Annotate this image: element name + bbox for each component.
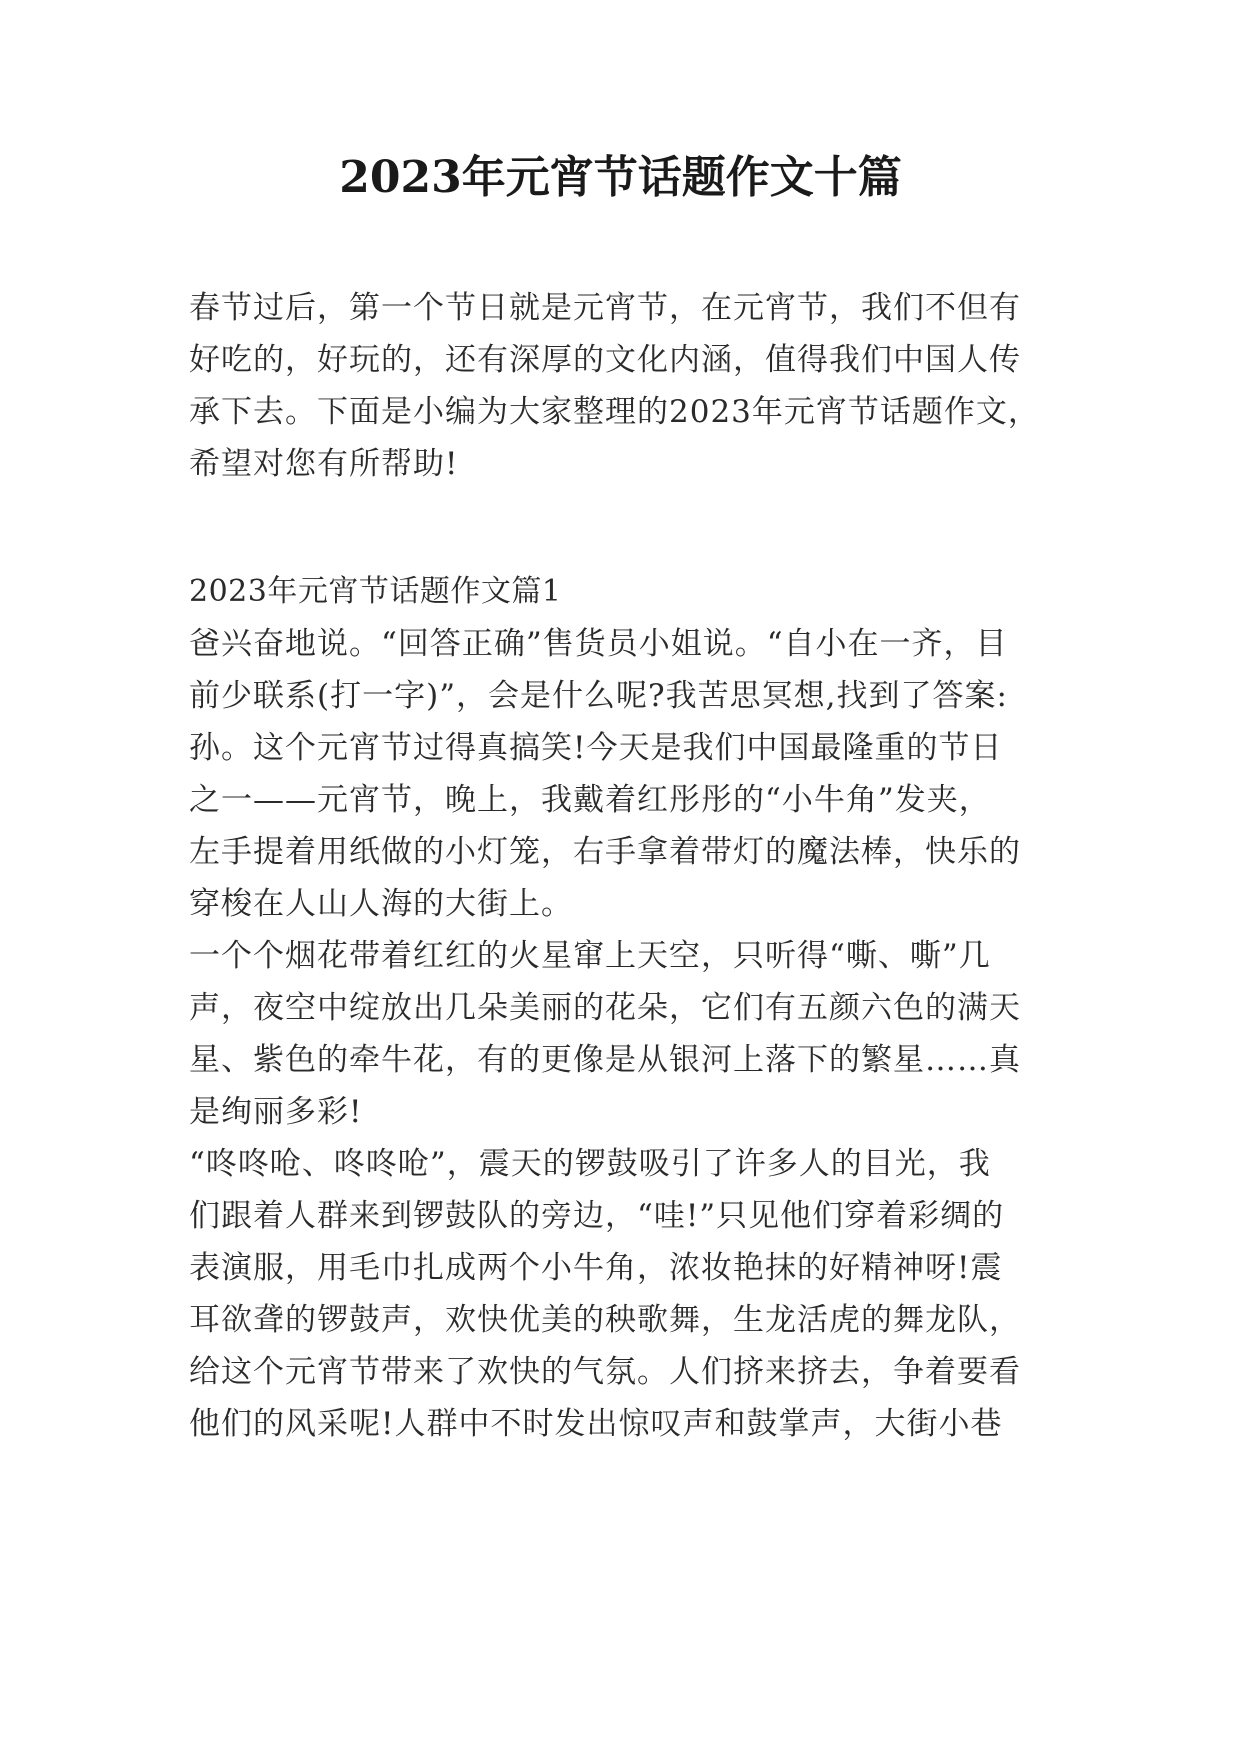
body-line: 是绚丽多彩! [189,1094,363,1130]
body-line: “咚咚呛、咚咚呛”，震天的锣鼓吸引了许多人的目光，我 [189,1146,991,1182]
body-line: 一个个烟花带着红红的火星窜上天空，只听得“嘶、嘶”几 [189,938,991,974]
body-line: 他们的风采呢!人群中不时发出惊叹声和鼓掌声，大街小巷 [189,1406,1003,1442]
intro-line: 春节过后，第一个节日就是元宵节，在元宵节，我们不但有 [189,290,1021,326]
body-line: 前少联系(打一字)”，会是什么呢?我苦思冥想,找到了答案: [189,678,1008,714]
body-line: 表演服，用毛巾扎成两个小牛角，浓妆艳抹的好精神呀!震 [189,1250,1003,1286]
body-line: 耳欲聋的锣鼓声，欢快优美的秧歌舞，生龙活虎的舞龙队， [189,1302,1021,1338]
page-title: 2023年元宵节话题作文十篇 [339,152,902,203]
body-line: 孙。这个元宵节过得真搞笑!今天是我们中国最隆重的节日 [189,730,1003,766]
body-line: 们跟着人群来到锣鼓队的旁边，“哇!”只见他们穿着彩绸的 [189,1198,1005,1234]
section-heading: 2023年元宵节话题作文篇1 [189,574,562,609]
body-line: 左手提着用纸做的小灯笼，右手拿着带灯的魔法棒，快乐的 [189,834,1021,870]
intro-line: 承下去。下面是小编为大家整理的2023年元宵节话题作文， [189,394,1040,430]
body-line: 星、紫色的牵牛花，有的更像是从银河上落下的繁星……真 [189,1042,1021,1078]
body-line: 声，夜空中绽放出几朵美丽的花朵，它们有五颜六色的满天 [189,990,1021,1026]
intro-line: 希望对您有所帮助! [189,446,459,482]
body-line: 之一——元宵节，晚上，我戴着红彤彤的“小牛角”发夹， [189,782,991,818]
body-line: 穿梭在人山人海的大街上。 [189,886,573,922]
intro-line: 好吃的，好玩的，还有深厚的文化内涵，值得我们中国人传 [189,342,1021,378]
body-line: 爸兴奋地说。“回答正确”售货员小姐说。“自小在一齐，目 [189,626,1008,662]
body-line: 给这个元宵节带来了欢快的气氛。人们挤来挤去，争着要看 [189,1354,1021,1390]
